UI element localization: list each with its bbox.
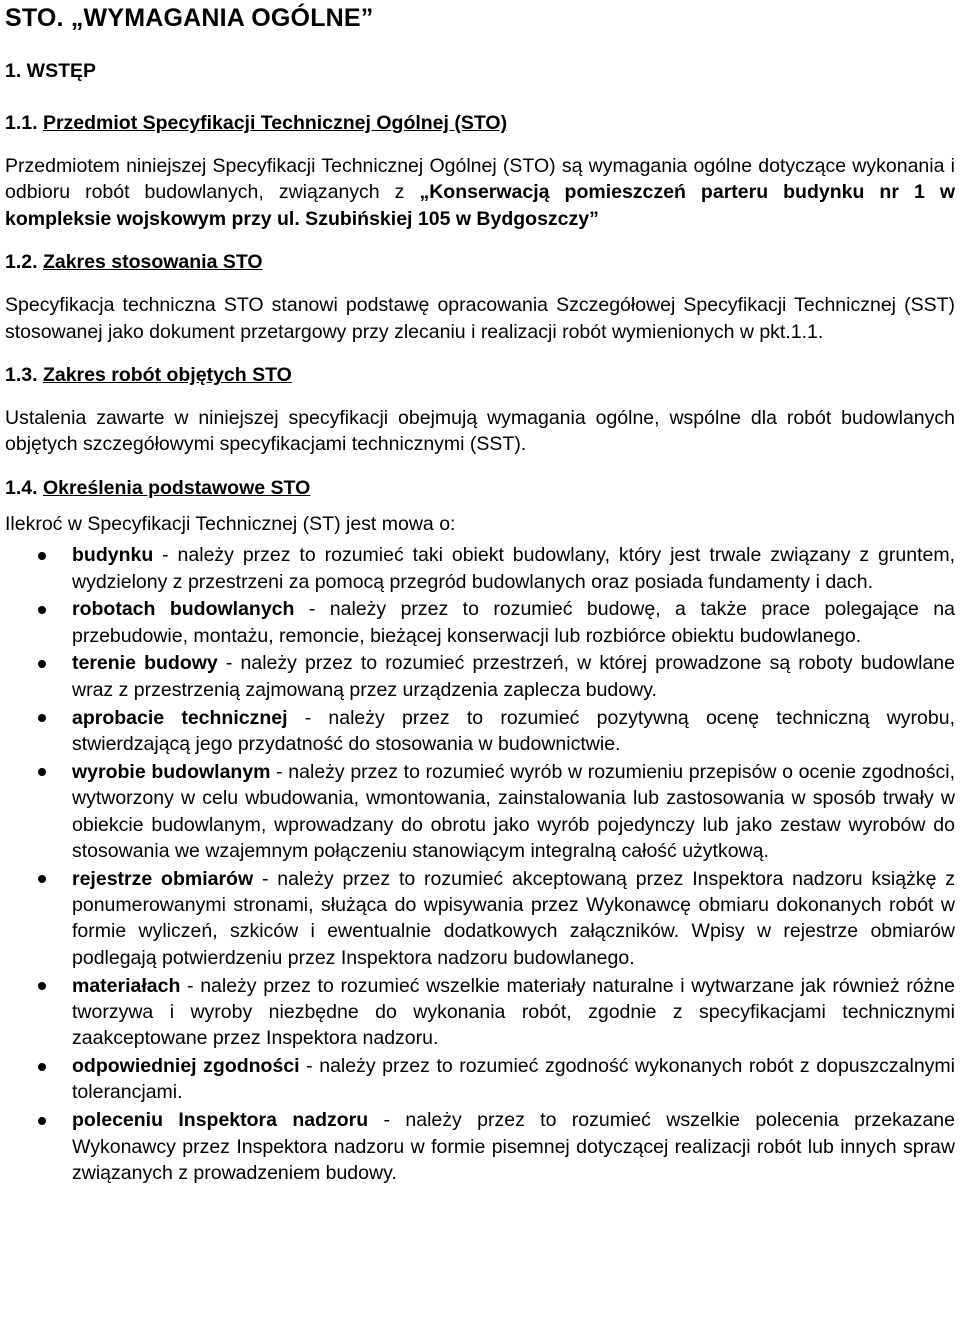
subsection-title: Przedmiot Specyfikacji Technicznej Ogólnej (STO) (42, 112, 508, 134)
subsection-1-1-paragraph (5, 153, 955, 232)
section-heading-wstep: 1. WSTĘP (5, 60, 97, 82)
bullet-icon (38, 714, 46, 722)
definition-text: - należy przez to rozumieć budowę, a także prace polegające na przebudowie, montażu, remoncie, bieżącej konserwacji lub rozbiórce obiektu budowlanego. (72, 598, 955, 647)
definition-text: - należy przez to rozumieć taki obiekt budowlany, który jest trwale związany z gruntem, wydzielony z przestrzeni za pomocą przegród budowlanych oraz posiada fundamenty i dach. (72, 544, 955, 593)
definition-term: terenie budowy (72, 652, 218, 675)
definition-text: - należy przez to rozumieć akceptowaną przez Inspektora nadzoru książkę z ponumerowanymi stronami, służąca do wpisywania przez Wykonawcę obmiaru dokonanych robót w formie wyliczeń, szkiców i ewentualnie dodatkowych załączników. Wpisy w rejestrze obmiarów podlegają potwierdzeniu przez Inspektora nadzoru budowlanego. (72, 867, 955, 969)
definition-term: materiałach (72, 974, 181, 997)
definition-term: poleceniu Inspektora nadzoru (72, 1109, 369, 1132)
list-item (5, 705, 955, 758)
bullet-icon (38, 1117, 46, 1125)
definition-text: - należy przez to rozumieć wszelkie polecenia przekazane Wykonawcy przez Inspektora nadzoru w formie pisemnej dotyczącej realizacji robót lub innych spraw związanych z prowadzeniem budowy. (72, 1109, 955, 1184)
definition-text: - należy przez to rozumieć wszelkie materiały naturalne i wytwarzane jak również różne tworzywa i wyroby niezbędne do wykonania robót, zgodnie z specyfikacjami technicznymi zaakceptowane przez Inspektora nadzoru. (72, 974, 955, 1050)
subsection-number: 1.1. (5, 112, 38, 134)
definition-text: - należy przez to rozumieć wyrób w rozumieniu przepisów o ocenie zgodności, wytworzony w celu wbudowania, wmontowania, zainstalowania lub zastosowania w sposób trwały w obiekcie budowlanym, wprowadzany do obrotu jako wyrób pojedynczy lub jako zestaw wyrobów do stosowania we wzajemnym połączeniu stanowiącym integralną całość użytkową. (72, 760, 955, 862)
bullet-icon (38, 875, 46, 883)
paragraph-bold-text: „Konserwacją pomieszczeń parteru budynku nr 1 w kompleksie wojskowym przy ul. Szubińskiej 105 w Bydgoszczy” (5, 181, 956, 230)
bullet-icon (38, 606, 46, 614)
document-title: STO. „WYMAGANIA OGÓLNE” (5, 4, 374, 32)
list-item (5, 596, 955, 649)
subsection-title: Określenia podstawowe STO (42, 476, 311, 499)
subsection-heading-1-2 (5, 249, 955, 275)
definition-term: odpowiedniej zgodności (72, 1055, 300, 1078)
definition-term: aprobacie technicznej (72, 706, 288, 729)
definition-text: - należy przez to rozumieć zgodność wykonanych robót z dopuszczalnymi tolerancjami. (72, 1055, 955, 1104)
subsection-number: 1.2. (5, 251, 38, 274)
subsection-heading-1-3 (5, 362, 955, 388)
bullet-icon (38, 1063, 46, 1071)
list-item (5, 1107, 955, 1186)
list-item (5, 542, 955, 595)
subsection-number: 1.4. (5, 476, 38, 499)
subsection-1-2-paragraph: Specyfikacja techniczna STO stanowi podstawę opracowania Szczegółowej Specyfikacji Technicznej (SST) stosowanej jako dokument przetargowy przy zlecaniu i realizacji robót wymienionych w pkt.1.1. (5, 294, 955, 343)
subsection-heading-1-1 (5, 110, 955, 136)
list-item (5, 866, 955, 972)
list-item (5, 973, 955, 1052)
subsection-number: 1.3. (5, 364, 38, 387)
definition-term: robotach budowlanych (72, 598, 295, 621)
subsection-heading-1-4 (5, 475, 955, 501)
list-item (5, 650, 955, 703)
document-body (5, 110, 955, 1188)
list-item (5, 759, 955, 865)
definition-text: - należy przez to rozumieć przestrzeń, w której prowadzone są roboty budowlane wraz z przestrzenią zajmowaną przez urządzenia zaplecza budowy. (72, 652, 955, 701)
definition-term: rejestrze obmiarów (72, 867, 254, 890)
definitions-list (5, 542, 955, 1186)
subsection-1-3-paragraph: Ustalenia zawarte w niniejszej specyfikacji obejmują wymagania ogólne, wspólne dla robót budowlanych objętych szczegółowymi specyfikacjami technicznymi (SST). (5, 407, 955, 456)
definition-term: wyrobie budowlanym (72, 760, 271, 783)
subsection-title: Zakres stosowania STO (42, 251, 263, 274)
list-item (5, 1053, 955, 1106)
bullet-icon (38, 982, 46, 990)
paragraph-text: Przedmiotem niniejszej Specyfikacji Technicznej Ogólnej (STO) są wymagania ogólne dotyczące wykonania i odbioru robót budowlanych, związanych z (5, 155, 955, 204)
bullet-icon (38, 660, 46, 668)
bullet-icon (38, 552, 46, 560)
subsection-title: Zakres robót objętych STO (42, 364, 292, 387)
bullet-icon (38, 768, 46, 776)
definitions-intro: Ilekroć w Specyfikacji Technicznej (ST) jest mowa o: (5, 512, 456, 535)
definition-text: - należy przez to rozumieć pozytywną ocenę techniczną wyrobu, stwierdzającą jego przydatność do stosowania w budownictwie. (72, 706, 955, 755)
definition-term: budynku (72, 544, 154, 567)
